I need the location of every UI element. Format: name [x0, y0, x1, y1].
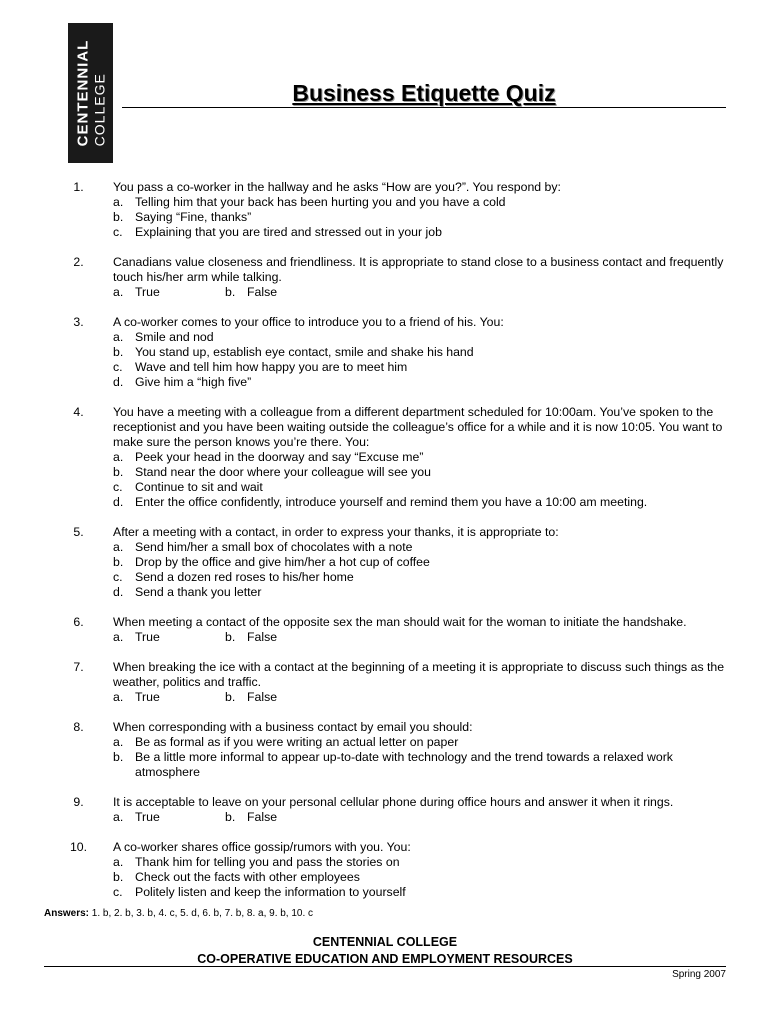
- option-text: Continue to sit and wait: [135, 480, 263, 494]
- option-letter: c.: [113, 480, 123, 494]
- option-text: Check out the facts with other employees: [135, 870, 360, 884]
- question-text: It is acceptable to leave on your personal cellular phone during office hours and answer it when it rings.: [113, 795, 674, 809]
- option-letter: a.: [113, 690, 124, 704]
- option-letter: a.: [113, 810, 124, 824]
- option-letter: a.: [113, 285, 124, 299]
- option-letter: b.: [113, 870, 124, 884]
- question-text: You have a meeting with a colleague from a different department scheduled for 10:00am. You’ve spoken to the receptionist and you have been waiting outside the colleague’s office for a while and it is now 10:05. You want to make sure the person knows you’re there. You:: [113, 405, 723, 449]
- answer-option: [113, 375, 734, 390]
- option-text: Send a thank you letter: [135, 585, 262, 599]
- option-letter: a.: [113, 330, 124, 344]
- question-body: [113, 255, 734, 300]
- question-body: [113, 180, 734, 240]
- option-letter: b.: [113, 555, 124, 569]
- question-item: [44, 525, 734, 600]
- option-text: Explaining that you are tired and stressed out in your job: [135, 225, 442, 239]
- question-text: After a meeting with a contact, in order to express your thanks, it is appropriate to:: [113, 525, 559, 539]
- answer-option: [113, 810, 225, 825]
- option-letter: d.: [113, 495, 124, 509]
- option-text: Give him a “high five”: [135, 375, 252, 389]
- option-letter: a.: [113, 450, 124, 464]
- true-false-options: [113, 810, 734, 825]
- option-text: Send a dozen red roses to his/her home: [135, 570, 354, 584]
- question-item: [44, 615, 734, 645]
- answer-option: [113, 750, 734, 780]
- option-letter: b.: [225, 690, 236, 704]
- option-letter: b.: [225, 630, 236, 644]
- question-number: 4.: [73, 405, 84, 419]
- answer-option: [225, 285, 337, 300]
- option-text: Enter the office confidently, introduce yourself and remind them you have a 10:00 am meeting.: [135, 495, 648, 509]
- footer-divider: [44, 966, 726, 967]
- answer-option: [113, 885, 734, 900]
- true-false-options: [113, 630, 734, 645]
- option-letter: c.: [113, 885, 123, 899]
- option-letter: a.: [113, 735, 124, 749]
- question-number: 7.: [73, 660, 84, 674]
- question-text: When corresponding with a business contact by email you should:: [113, 720, 473, 734]
- answer-option: [113, 540, 734, 555]
- option-text: Drop by the office and give him/her a hot cup of coffee: [135, 555, 430, 569]
- logo-line-2: COLLEGE: [91, 73, 107, 147]
- answer-option: [225, 630, 337, 645]
- question-text: A co-worker comes to your office to introduce you to a friend of his. You:: [113, 315, 504, 329]
- option-text: False: [247, 690, 278, 704]
- answer-key: [44, 908, 313, 919]
- question-item: [44, 180, 734, 240]
- logo-line-1: CENTENNIAL: [74, 39, 91, 147]
- option-letter: a.: [113, 630, 124, 644]
- option-letter: b.: [113, 345, 124, 359]
- option-letter: a.: [113, 855, 124, 869]
- true-false-options: [113, 285, 734, 300]
- option-text: False: [247, 285, 278, 299]
- question-body: [113, 720, 734, 780]
- answer-option: [113, 555, 734, 570]
- college-logo: [68, 23, 113, 163]
- answer-option: [113, 735, 734, 750]
- question-number: 8.: [73, 720, 84, 734]
- option-letter: d.: [113, 585, 124, 599]
- question-body: [113, 405, 734, 510]
- option-text: False: [247, 810, 278, 824]
- option-letter: b.: [113, 210, 124, 224]
- answer-option: [113, 690, 225, 705]
- option-text: True: [135, 690, 160, 704]
- answer-option: [113, 345, 734, 360]
- answer-option: [113, 585, 734, 600]
- question-number: 2.: [73, 255, 84, 269]
- option-text: Wave and tell him how happy you are to meet him: [135, 360, 408, 374]
- option-text: Send him/her a small box of chocolates with a note: [135, 540, 413, 554]
- question-text: You pass a co-worker in the hallway and he asks “How are you?”. You respond by:: [113, 180, 561, 194]
- answer-option: [113, 195, 734, 210]
- answer-key-text: 1. b, 2. b, 3. b, 4. c, 5. d, 6. b, 7. b, 8. a, 9. b, 10. c: [91, 908, 314, 919]
- question-text: Canadians value closeness and friendliness. It is appropriate to stand close to a business contact and frequently touch his/her arm while talking.: [113, 255, 724, 284]
- option-text: Be a little more informal to appear up-to-date with technology and the trend towards a relaxed work atmosphere: [135, 750, 673, 779]
- answer-option: [113, 495, 734, 510]
- question-text: A co-worker shares office gossip/rumors with you. You:: [113, 840, 411, 854]
- option-text: True: [135, 630, 160, 644]
- question-body: [113, 615, 734, 645]
- option-text: Politely listen and keep the information to yourself: [135, 885, 406, 899]
- answer-option: [225, 690, 337, 705]
- option-text: You stand up, establish eye contact, smile and shake his hand: [135, 345, 474, 359]
- question-item: [44, 315, 734, 390]
- option-letter: a.: [113, 540, 124, 554]
- question-number: 1.: [73, 180, 84, 194]
- question-body: [113, 795, 734, 825]
- question-item: [44, 660, 734, 705]
- answer-option: [113, 480, 734, 495]
- question-number: 3.: [73, 315, 84, 329]
- option-text: Smile and nod: [135, 330, 214, 344]
- option-text: True: [135, 285, 160, 299]
- answer-option: [113, 465, 734, 480]
- question-item: [44, 720, 734, 780]
- question-body: [113, 840, 734, 900]
- question-item: [44, 255, 734, 300]
- question-text: When meeting a contact of the opposite sex the man should wait for the woman to initiate the handshake.: [113, 615, 687, 629]
- option-text: Thank him for telling you and pass the stories on: [135, 855, 400, 869]
- footer-department: CO-OPERATIVE EDUCATION AND EMPLOYMENT RESOURCES: [197, 952, 573, 966]
- footer-institution: CENTENNIAL COLLEGE: [312, 935, 458, 949]
- answer-option: [113, 870, 734, 885]
- answer-option: [113, 285, 225, 300]
- option-letter: b.: [113, 750, 124, 764]
- option-letter: b.: [225, 810, 236, 824]
- option-letter: b.: [225, 285, 236, 299]
- footer-date: Spring 2007: [672, 969, 726, 980]
- option-text: Saying “Fine, thanks”: [135, 210, 252, 224]
- answer-option: [113, 450, 734, 465]
- question-number: 9.: [73, 795, 84, 809]
- question-item: [44, 795, 734, 825]
- option-letter: c.: [113, 570, 123, 584]
- question-number: 6.: [73, 615, 84, 629]
- answer-option: [113, 225, 734, 240]
- option-text: Stand near the door where your colleague will see you: [135, 465, 431, 479]
- question-item: [44, 405, 734, 510]
- page-title: Business Etiquette Quiz: [292, 80, 556, 106]
- question-body: [113, 660, 734, 705]
- answer-key-label: Answers:: [44, 908, 90, 919]
- question-number: 5.: [73, 525, 84, 539]
- question-number: 10.: [69, 840, 88, 854]
- question-body: [113, 525, 734, 600]
- answer-option: [113, 210, 734, 225]
- option-letter: a.: [113, 195, 124, 209]
- answer-option: [113, 330, 734, 345]
- question-body: [113, 315, 734, 390]
- option-letter: b.: [113, 465, 124, 479]
- true-false-options: [113, 690, 734, 705]
- option-text: True: [135, 810, 160, 824]
- answer-option: [113, 855, 734, 870]
- option-text: False: [247, 630, 278, 644]
- title-divider: [122, 107, 726, 108]
- option-text: Telling him that your back has been hurting you and you have a cold: [135, 195, 506, 209]
- question-item: [44, 840, 734, 900]
- option-letter: c.: [113, 360, 123, 374]
- answer-option: [113, 570, 734, 585]
- answer-option: [113, 360, 734, 375]
- option-letter: c.: [113, 225, 123, 239]
- answer-option: [113, 630, 225, 645]
- option-text: Peek your head in the doorway and say “Excuse me”: [135, 450, 424, 464]
- option-text: Be as formal as if you were writing an actual letter on paper: [135, 735, 459, 749]
- quiz-questions: [44, 180, 734, 915]
- question-text: When breaking the ice with a contact at the beginning of a meeting it is appropriate to discuss such things as the weather, politics and traffic.: [113, 660, 725, 689]
- answer-option: [225, 810, 337, 825]
- option-letter: d.: [113, 375, 124, 389]
